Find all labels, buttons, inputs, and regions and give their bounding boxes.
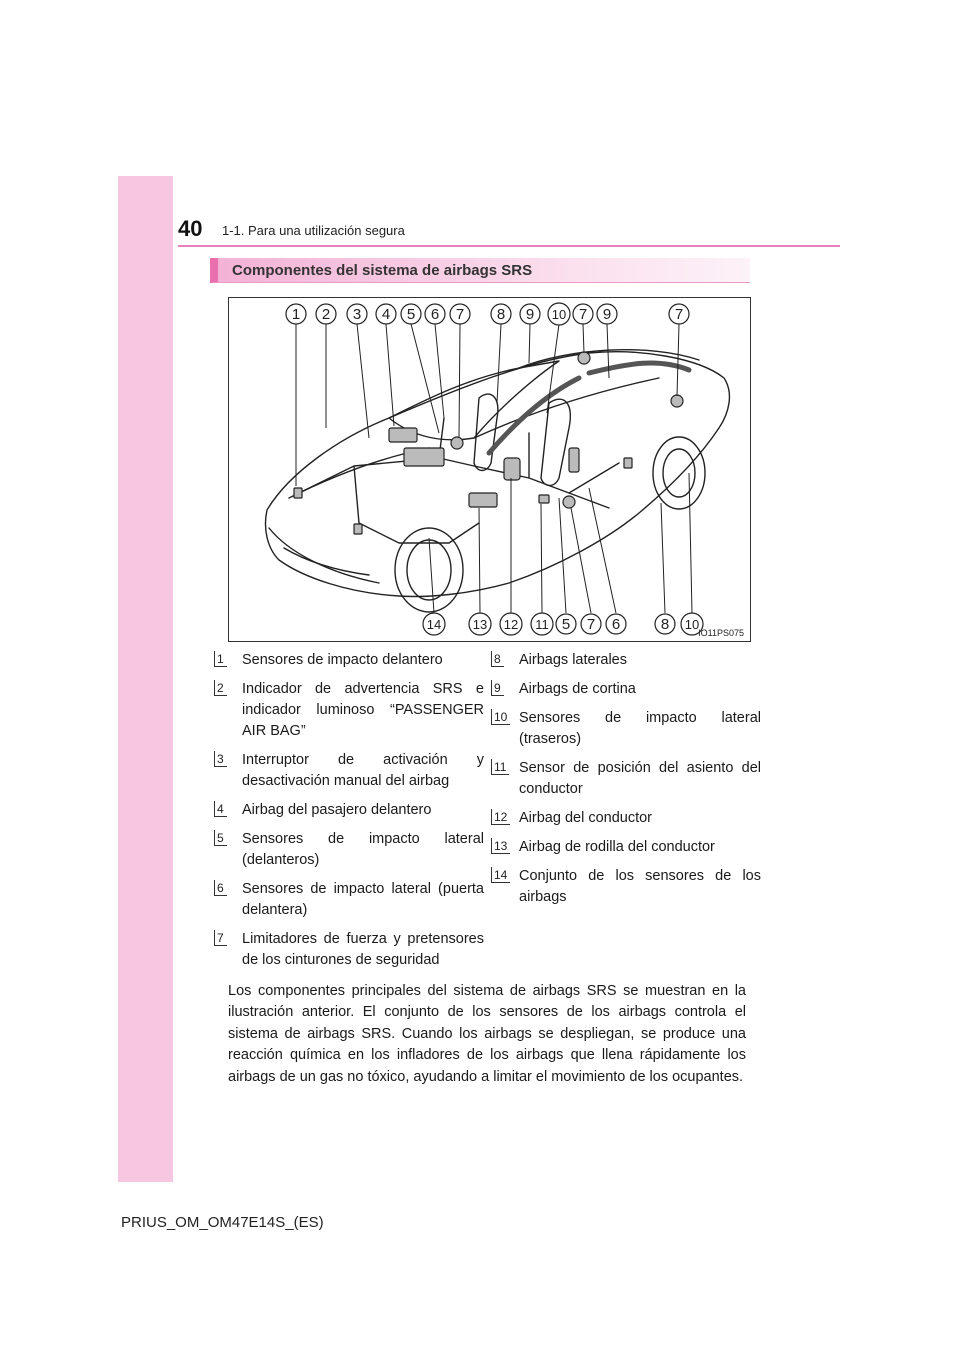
front-wheel-inner xyxy=(407,540,451,600)
callout-bottom-10: 10 xyxy=(684,617,700,632)
callout-bottom-11: 11 xyxy=(535,617,549,632)
bottom-callouts xyxy=(423,613,703,635)
legend-item xyxy=(491,679,761,700)
driver-airbag-module xyxy=(504,458,520,480)
legend-number: 1 xyxy=(214,651,227,667)
belt-pretensioner-3 xyxy=(578,352,590,364)
callout-bottom-7: 7 xyxy=(586,616,596,633)
legend-number: 4 xyxy=(214,801,227,817)
callout-top-7b: 7 xyxy=(578,306,588,323)
legend-number: 8 xyxy=(491,651,504,667)
callout-top-5: 5 xyxy=(406,306,416,323)
legend-item xyxy=(491,808,761,829)
legend-number: 9 xyxy=(491,680,504,696)
legend-number: 14 xyxy=(491,867,510,883)
legend-item xyxy=(214,679,484,742)
top-callouts xyxy=(286,303,689,325)
legend-text: Airbags de cortina xyxy=(519,681,636,697)
car-illustration xyxy=(229,298,752,643)
legend-item xyxy=(491,758,761,800)
section-title: Componentes del sistema de airbags SRS xyxy=(232,262,533,279)
callout-top-6: 6 xyxy=(430,306,440,323)
curtain-airbag-right xyxy=(589,363,689,373)
callout-top-9b: 9 xyxy=(602,306,612,323)
callout-bottom-6: 6 xyxy=(611,616,621,633)
callout-bottom-14: 14 xyxy=(426,617,442,632)
legend-text: Sensor de posición del asiento del conductor xyxy=(519,760,761,797)
legend-text: Sensores de impacto lateral (puerta delantera) xyxy=(242,881,484,918)
callout-top-4: 4 xyxy=(381,306,391,323)
side-airbag xyxy=(569,448,579,472)
legend-item xyxy=(214,829,484,871)
callout-bottom-12: 12 xyxy=(503,617,519,632)
legend-text: Sensores de impacto delantero xyxy=(242,652,443,668)
legend-item xyxy=(214,650,484,671)
legend-number: 12 xyxy=(491,809,510,825)
page-number: 40 xyxy=(178,216,203,241)
legend-item xyxy=(491,650,761,671)
legend-item xyxy=(214,750,484,792)
footer-doc-code: PRIUS_OM_OM47E14S_(ES) xyxy=(121,1214,324,1231)
legend-item xyxy=(491,866,761,908)
legend-text: Indicador de advertencia SRS e indicador luminoso “PASSENGER AIR BAG” xyxy=(242,681,484,739)
rear-wheel xyxy=(653,437,705,509)
legend-number: 5 xyxy=(214,830,227,846)
section-header xyxy=(210,258,750,283)
callout-top-7: 7 xyxy=(455,306,465,323)
side-band xyxy=(118,176,173,1182)
callout-top-8: 8 xyxy=(496,306,506,323)
belt-pretensioner-4 xyxy=(671,395,683,407)
legend-text: Airbag de rodilla del conductor xyxy=(519,839,715,855)
legend-number: 11 xyxy=(491,759,509,775)
legend-number: 13 xyxy=(491,838,510,854)
body-paragraph: Los componentes principales del sistema de airbags SRS se muestran en la ilustración anterior. El conjunto de los sensores de los airbags controla el sistema de airbags SRS. Cuando los airbags se despliegan, se produce una reacción química en los infladores de los airbags que llena rápidamente los airbags de un gas no tóxico, ayudando a limitar el movimiento de los ocupantes. xyxy=(228,982,746,1085)
legend-text: Sensores de impacto lateral (delanteros) xyxy=(242,831,484,868)
driver-seat xyxy=(541,399,570,485)
legend-right xyxy=(491,650,761,916)
legend-item xyxy=(491,708,761,750)
belt-pretensioner-1 xyxy=(451,437,463,449)
legend-left xyxy=(214,650,484,979)
legend-number: 3 xyxy=(214,751,227,767)
legend-text: Airbags laterales xyxy=(519,652,627,668)
callout-top-10: 10 xyxy=(551,307,567,322)
legend-item xyxy=(491,837,761,858)
belt-pretensioner-2 xyxy=(563,496,575,508)
legend-item xyxy=(214,929,484,971)
callout-top-7c: 7 xyxy=(674,306,684,323)
callout-top-2: 2 xyxy=(321,306,331,323)
knee-airbag-module xyxy=(469,493,497,507)
curtain-airbag-left xyxy=(489,378,579,453)
legend-number: 7 xyxy=(214,930,227,946)
legend-text: Interruptor de activación y desactivación manual del airbag xyxy=(242,752,484,789)
legend-item xyxy=(214,800,484,821)
front-sensor-1 xyxy=(294,488,302,498)
callout-bottom-5: 5 xyxy=(561,616,571,633)
callout-bottom-8: 8 xyxy=(660,616,670,633)
rear-wheel-inner xyxy=(663,449,695,497)
legend-text: Airbag del conductor xyxy=(519,810,652,826)
callout-bottom-13: 13 xyxy=(472,617,488,632)
figure-code: IO11PS075 xyxy=(698,628,744,638)
passenger-airbag-module xyxy=(389,428,417,442)
legend-number: 2 xyxy=(214,680,227,696)
airbag-diagram xyxy=(228,297,751,642)
seat-position-sensor xyxy=(539,495,549,503)
legend-text: Sensores de impacto lateral (traseros) xyxy=(519,710,761,747)
legend-number: 6 xyxy=(214,880,227,896)
side-sensor-rear xyxy=(624,458,632,468)
legend-item xyxy=(214,879,484,921)
legend-text: Limitadores de fuerza y pretensores de los cinturones de seguridad xyxy=(242,931,484,968)
legend-text: Conjunto de los sensores de los airbags xyxy=(519,868,761,905)
header-rule xyxy=(178,245,840,247)
callout-top-1: 1 xyxy=(291,306,301,323)
sensor-assembly xyxy=(404,448,444,466)
callout-top-3: 3 xyxy=(352,306,362,323)
legend-text: Airbag del pasajero delantero xyxy=(242,802,432,818)
callout-top-9: 9 xyxy=(525,306,535,323)
running-head: 1-1. Para una utilización segura xyxy=(222,223,405,238)
legend-number: 10 xyxy=(491,709,510,725)
front-sensor-2 xyxy=(354,524,362,534)
